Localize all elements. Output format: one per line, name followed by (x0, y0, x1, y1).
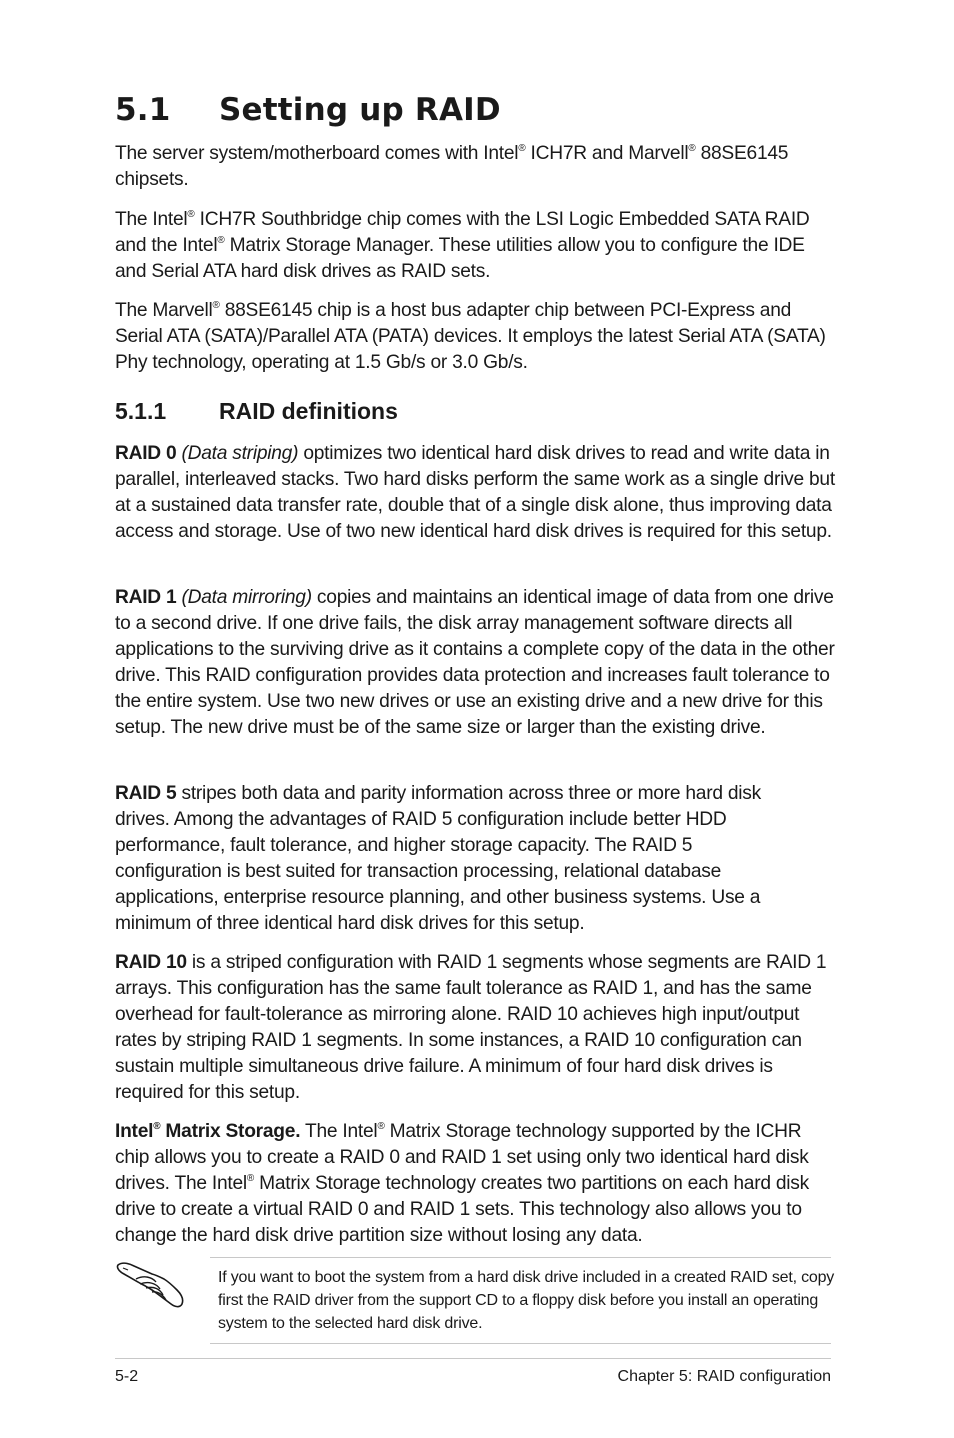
subsection-label: RAID definitions (219, 398, 398, 424)
matrix-storage-definition: Intel® Matrix Storage. The Intel® Matrix Storage technology supported by the ICHR chip allows you to create a RAID 0 and RAID 1 set using only two identical hard disk drives. The Intel® Matrix Storage technology creates two partitions on each hard disk drive to create a virtual RAID 0 and RAID 1 sets. This technology also allows you to change the hard disk drive partition size without losing any data. (115, 1120, 809, 1246)
raid0-term: RAID 0 (115, 443, 177, 464)
raid5-definition: RAID 5 stripes both data and parity information across three or more hard disk drives. Among the advantages of RAID 5 configuration include better HDD performance, fault tolerance, and higher storage capacity. The RAID 5 configuration is best suited for transaction processing, relational database applications, enterprise resource planning, and other business systems. Use a minimum of three identical hard disk drives for this setup. (115, 783, 761, 934)
raid1-term: RAID 1 (115, 587, 177, 608)
note-top-divider (210, 1257, 831, 1258)
raid1-definition: RAID 1 (Data mirroring) copies and maintains an identical image of data from one drive to a second drive. If one drive fails, the disk array management software directs all applications to the surviving drive as it contains a complete copy of the data in the other drive. This RAID configuration provides data protection and increases fault tolerance to the entire system. Use two new drives or use an existing drive and a new drive for this setup. The new drive must be of the same size or larger than the existing drive. (115, 587, 835, 738)
subsection-title (115, 398, 398, 425)
footer-divider (115, 1358, 831, 1359)
note-bottom-divider (210, 1343, 831, 1344)
page-title (115, 92, 501, 128)
intro-paragraph-marvell: The Marvell® 88SE6145 chip is a host bus adapter chip between PCI-Express and Serial ATA (SATA)/Parallel ATA (PATA) devices. It employs the latest Serial ATA (SATA) Phy technology, operating at 1.5 Gb/s or 3.0 Gb/s. (115, 299, 826, 373)
intro-paragraph-chipsets: The server system/motherboard comes with Intel® ICH7R and Marvell® 88SE6145 chipsets. (115, 142, 789, 190)
raid10-definition: RAID 10 is a striped configuration with RAID 1 segments whose segments are RAID 1 arrays. This configuration has the same fault tolerance as RAID 1, and has the same overhead for fault-tolerance as mirroring alone. RAID 10 achieves high input/output rates by striping RAID 1 segments. In some instances, a RAID 10 configuration can sustain multiple simultaneous drive failure. A minimum of four hard disk drives is required for this setup. (115, 952, 827, 1103)
pointing-hand-icon (114, 1257, 186, 1309)
section-title: Setting up RAID (219, 92, 501, 128)
section-number: 5.1 (115, 92, 171, 128)
chapter-title: Chapter 5: RAID configuration (617, 1368, 831, 1385)
raid10-term: RAID 10 (115, 952, 187, 973)
note-text: If you want to boot the system from a hard disk drive included in a created RAID set, copy first the RAID driver from the support CD to a floppy disk before you install an operating system to the selected hard disk drive. (218, 1269, 835, 1332)
intro-paragraph-ich7r: The Intel® ICH7R Southbridge chip comes with the LSI Logic Embedded SATA RAID and the Intel® Matrix Storage Manager. These utilities allow you to configure the IDE and Serial ATA hard disk drives as RAID sets. (115, 208, 810, 282)
page-number: 5-2 (115, 1368, 139, 1385)
subsection-number: 5.1.1 (115, 398, 167, 424)
raid5-term: RAID 5 (115, 783, 177, 804)
matrix-storage-term: Intel® Matrix Storage. (115, 1120, 301, 1142)
raid0-definition: RAID 0 (Data striping) optimizes two identical hard disk drives to read and write data in parallel, interleaved stacks. Two hard disks perform the same work as a single drive but at a sustained data transfer rate, double that of a single disk alone, thus improving data access and storage. Use of two new identical hard disk drives is required for this setup. (115, 443, 835, 542)
